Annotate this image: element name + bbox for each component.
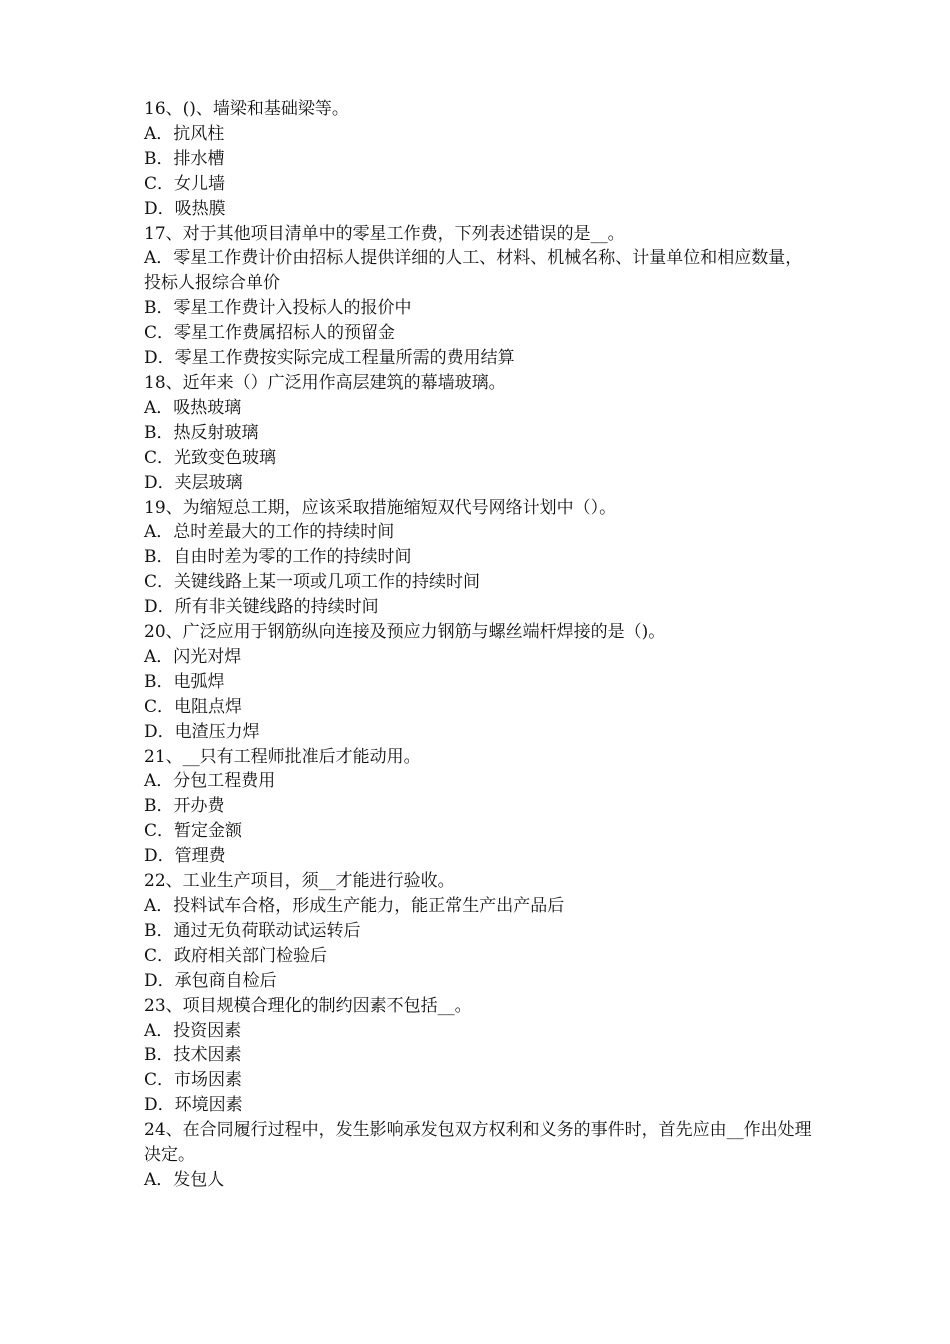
question-18	[144, 371, 816, 496]
option-b: B．零星工作费计入投标人的报价中	[144, 298, 412, 319]
option-d: D．零星工作费按实际完成工程量所需的费用结算	[144, 348, 515, 369]
question-stem: 16、()、墙梁和基础梁等。	[144, 99, 349, 119]
option-c: C．女儿墙	[144, 173, 226, 194]
option-b: B．热反射玻璃	[144, 422, 259, 443]
option-d: D．夹层玻璃	[144, 472, 243, 493]
option-b: B．通过无负荷联动试运转后	[144, 920, 361, 941]
question-stem: 23、项目规模合理化的制约因素不包括__。	[144, 995, 472, 1016]
option-d: D．管理费	[144, 846, 226, 867]
option-a: A．投资因素	[144, 1020, 242, 1041]
question-16	[144, 97, 816, 222]
option-b: B．自由时差为零的工作的持续时间	[144, 547, 412, 568]
option-c: C．零星工作费属招标人的预留金	[144, 323, 396, 344]
option-d: D．环境因素	[144, 1095, 243, 1116]
question-20	[144, 620, 816, 745]
question-stem: 18、近年来（）广泛用作高层建筑的幕墙玻璃。	[144, 372, 506, 393]
option-c: C．市场因素	[144, 1070, 243, 1091]
option-b: B．技术因素	[144, 1045, 242, 1066]
option-b: B．排水槽	[144, 148, 225, 169]
option-a: A．分包工程费用	[144, 771, 276, 792]
question-stem: 24、在合同履行过程中，发生影响承发包双方权利和义务的事件时，首先应由__作出处理决定。	[144, 1120, 812, 1166]
option-c: C．政府相关部门检验后	[144, 945, 328, 966]
question-stem: 17、对于其他项目清单中的零星工作费，下列表述错误的是__。	[144, 223, 625, 244]
option-a: A．投料试车合格，形成生产能力，能正常生产出产品后	[144, 896, 565, 916]
option-d: D．所有非关键线路的持续时间	[144, 597, 379, 618]
document-page	[144, 97, 816, 1193]
question-17	[144, 222, 816, 371]
question-stem: 21、__只有工程师批准后才能动用。	[144, 746, 421, 767]
option-c: C．光致变色玻璃	[144, 447, 277, 468]
option-a: A．抗风柱	[144, 123, 225, 144]
option-a: A．发包人	[144, 1169, 225, 1190]
option-a: A．吸热玻璃	[144, 397, 242, 418]
question-19	[144, 496, 816, 621]
option-a: A．闪光对焊	[144, 646, 242, 667]
question-stem: 22、工业生产项目，须__才能进行验收。	[144, 871, 455, 892]
question-stem: 20、广泛应用于钢筋纵向连接及预应力钢筋与螺丝端杆焊接的是（)。	[144, 622, 666, 643]
question-22	[144, 869, 816, 994]
option-a: A．零星工作费计价由招标人提供详细的人工、材料、机械名称、计量单位和相应数量，投标人报综合单价	[144, 248, 803, 294]
option-c: C．关键线路上某一项或几项工作的持续时间	[144, 572, 481, 593]
question-21	[144, 745, 816, 870]
option-b: B．电弧焊	[144, 671, 225, 692]
option-a: A．总时差最大的工作的持续时间	[144, 522, 395, 543]
question-stem: 19、为缩短总工期，应该采取措施缩短双代号网络计划中（）。	[144, 497, 617, 518]
option-d: D．承包商自检后	[144, 970, 277, 991]
option-c: C．电阻点焊	[144, 696, 243, 717]
option-d: D．电渣压力焊	[144, 721, 260, 742]
option-c: C．暂定金额	[144, 821, 243, 842]
option-d: D．吸热膜	[144, 198, 226, 219]
option-b: B．开办费	[144, 796, 225, 817]
question-23	[144, 994, 816, 1119]
question-24	[144, 1118, 816, 1193]
